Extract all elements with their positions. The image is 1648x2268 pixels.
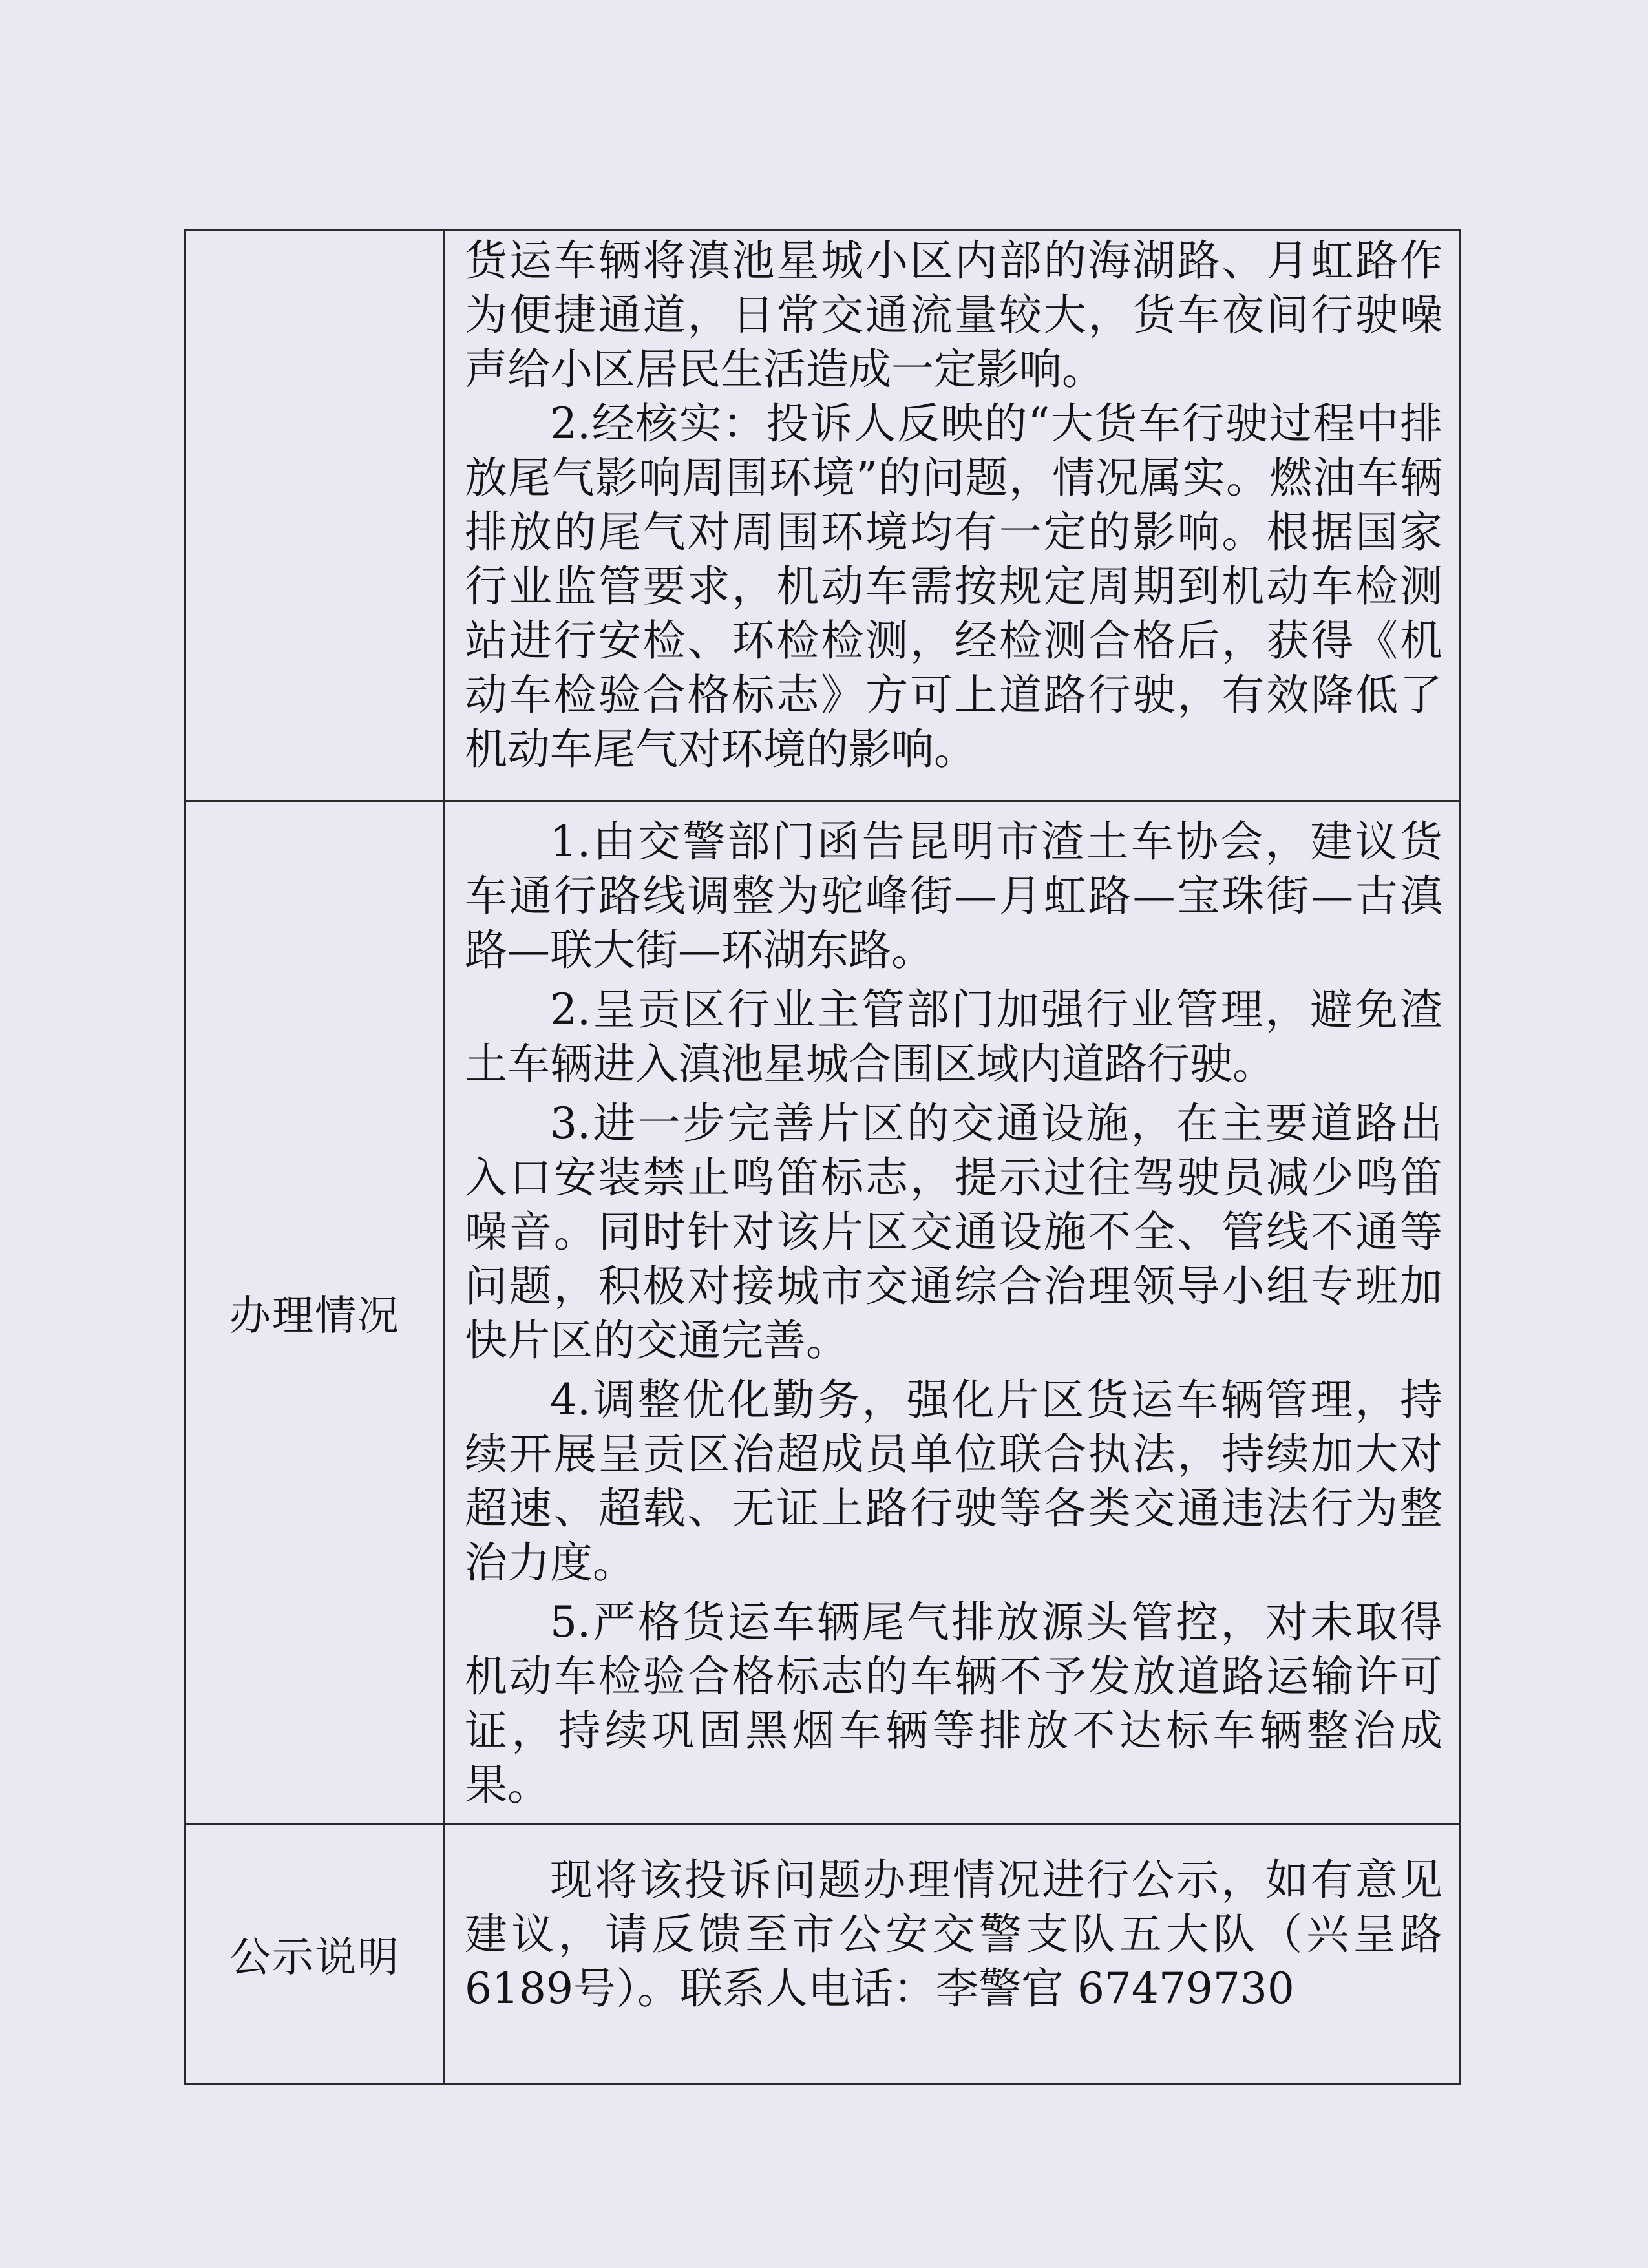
table-row	[185, 801, 1460, 1824]
handling-measures-cell	[445, 801, 1460, 1824]
notice-paragraph: 现将该投诉问题办理情况进行公示，如有意见建议，请反馈至市公安交警支队五大队（兴呈路6189号）。联系人电话：李警官 67479730	[465, 1855, 1442, 2013]
paragraph-traffic-description: 货运车辆将滇池星城小区内部的海湖路、月虹路作为便捷通道，日常交通流量较大，货车夜间行驶噪声给小区居民生活造成一定影响。	[465, 236, 1442, 394]
measure-item-1: 1.由交警部门函告昆明市渣土车协会，建议货车通行路线调整为驼峰街—月虹路—宝珠街—古滇路—联大街—环湖东路。	[465, 817, 1442, 975]
notice-cell	[445, 1824, 1460, 2084]
row-label-notice: 公示说明	[185, 1824, 445, 2084]
complaint-details-cell	[445, 231, 1460, 801]
measure-item-4: 4.调整优化勤务，强化片区货运车辆管理，持续开展呈贡区治超成员单位联合执法，持续加大对超速、超载、无证上路行驶等各类交通违法行为整治力度。	[465, 1375, 1442, 1588]
handling-record-table	[184, 229, 1461, 2085]
table-row	[185, 1824, 1460, 2084]
row-label-empty	[185, 231, 445, 801]
table-row	[185, 231, 1460, 801]
measure-item-5: 5.严格货运车辆尾气排放源头管控，对未取得机动车检验合格标志的车辆不予发放道路运输许可证，持续巩固黑烟车辆等排放不达标车辆整治成果。	[465, 1597, 1442, 1810]
row-label-handling: 办理情况	[185, 801, 445, 1824]
paragraph-verification-2: 2.经核实：投诉人反映的“大货车行驶过程中排放尾气影响周围环境”的问题，情况属实。燃油车辆排放的尾气对周围环境均有一定的影响。根据国家行业监管要求，机动车需按规定周期到机动车检测站进行安检、环检检测，经检测合格后，获得《机动车检验合格标志》方可上道路行驶，有效降低了机动车尾气对环境的影响。	[465, 399, 1442, 774]
measure-item-3: 3.进一步完善片区的交通设施，在主要道路出入口安装禁止鸣笛标志，提示过往驾驶员减少鸣笛噪音。同时针对该片区交通设施不全、管线不通等问题，积极对接城市交通综合治理领导小组专班加快片区的交通完善。	[465, 1098, 1442, 1365]
measure-item-2: 2.呈贡区行业主管部门加强行业管理，避免渣土车辆进入滇池星城合围区域内道路行驶。	[465, 985, 1442, 1089]
